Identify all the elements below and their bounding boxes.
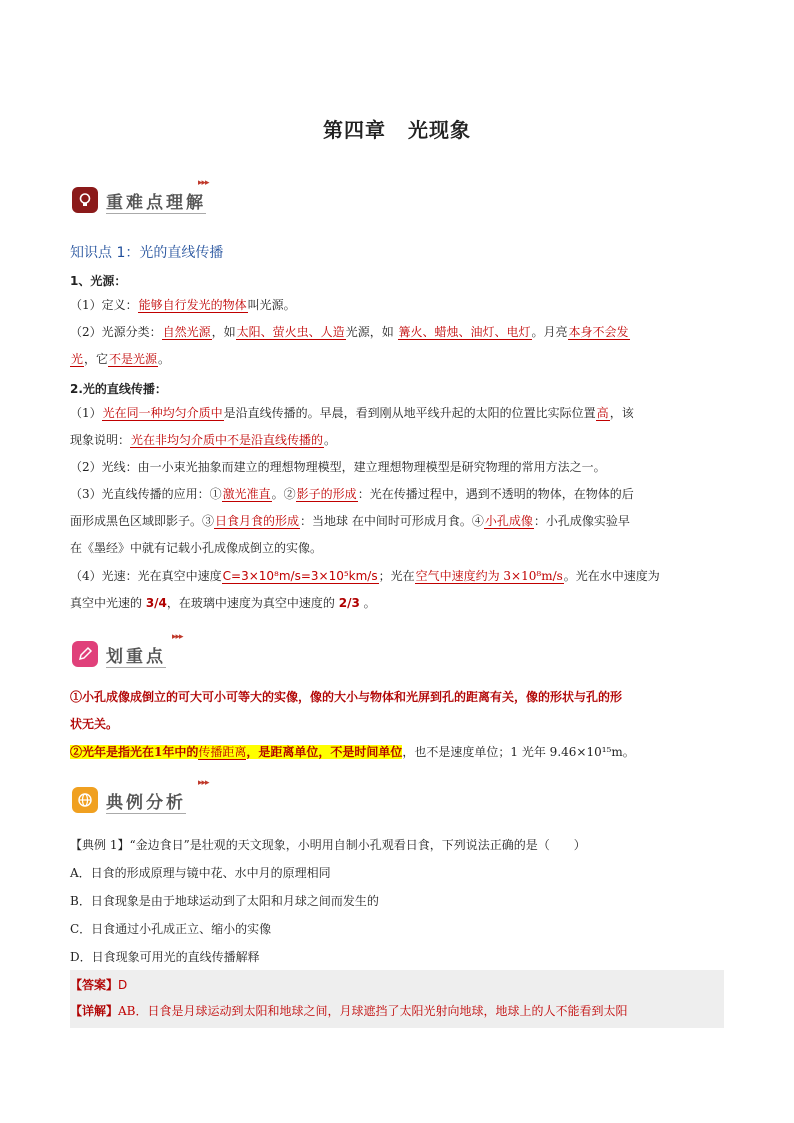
propagation-line [70, 406, 730, 420]
text: ，该 [609, 406, 634, 420]
text: （4）光速：光在真空中速度 [70, 569, 222, 583]
text: ：光在传播过程中，遇到不透明的物体，在物体的后 [357, 487, 634, 501]
fill-blank: 光在非均匀介质中不是沿直线传播的 [131, 433, 324, 447]
arrows-icon: ▸▸▸ [198, 178, 209, 188]
text: ：小孔成像实验早 [533, 514, 630, 528]
text: 年中的 [162, 745, 199, 759]
fill-blank: 光 [71, 352, 84, 366]
example-question: 【典例 1】“金边食日”是壮观的天文现象，小明用自制小孔观看日食，下列说法正确的是（ ） [70, 838, 586, 852]
fill-blank: 空气中速度约为 3×10⁸m/s [415, 569, 563, 583]
text: ，在玻璃中速度为真空中速度的 [166, 596, 339, 610]
fill-blank: 高 [596, 406, 609, 420]
classification-line [70, 325, 730, 339]
text: （1）定义： [70, 298, 138, 312]
speed-line [70, 569, 730, 583]
text: （1） [70, 406, 102, 420]
text: 是沿直线传播的。早晨，看到刚从地平线升起的太阳的位置比实际位置 [223, 406, 596, 420]
option-b: B．日食现象是由于地球运动到了太阳和月球之间而发生的 [70, 894, 379, 908]
text: ；光在 [378, 569, 415, 583]
text: （3）光直线传播的应用：① [70, 487, 222, 501]
fill-blank: 自然光源 [162, 325, 211, 339]
banner-highlights-label: 划重点 [106, 646, 166, 667]
detail-tag: 【详解】 [70, 1004, 119, 1018]
banner-highlights [72, 632, 183, 674]
value: 2/3 [338, 596, 360, 610]
knowledge-point-heading: 知识点 1：光的直线传播 [70, 245, 224, 261]
banner-examples [72, 778, 209, 820]
text: ，也不是速度单位；1 光年 9.46×10¹⁵m。 [402, 745, 635, 759]
text: ，是距离单位，不是时间单位 [246, 745, 403, 759]
fill-blank: 篝火、蜡烛、油灯、电灯 [398, 325, 531, 339]
classification-line-2 [70, 352, 730, 366]
text: 真空中光速的 [70, 596, 146, 610]
fill-blank: 太阳、萤火虫、人造 [236, 325, 345, 339]
page-title [0, 114, 794, 143]
detail-line [70, 1004, 730, 1018]
detail-text: AB．日食是月球运动到太阳和地球之间，月球遮挡了太阳光射向地球，地球上的人不能看到太阳 [118, 1004, 628, 1018]
text: 。 [158, 352, 171, 366]
applications-line-3: 在《墨经》中就有记载小孔成像成倒立的实像。 [70, 541, 323, 555]
text: 叫光源。 [247, 298, 296, 312]
text: 。月亮 [531, 325, 568, 339]
text: ，如 [211, 325, 236, 339]
banner-key-points-label: 重难点理解 [106, 192, 206, 213]
applications-line [70, 487, 730, 501]
fill-blank: 本身不会发 [568, 325, 629, 339]
fill-blank: 激光准直 [222, 487, 271, 501]
option-a: A．日食的形成原理与镜中花、水中月的原理相同 [70, 866, 331, 880]
arrows-icon: ▸▸▸ [172, 632, 183, 642]
text: 。 [324, 433, 337, 447]
value: 3/4 [145, 596, 167, 610]
option-c: C．日食通过小孔成正立、缩小的实像 [70, 922, 272, 936]
banner-examples-label: 典例分析 [106, 792, 186, 813]
banner-key-points [72, 178, 209, 220]
arrows-icon: ▸▸▸ [198, 778, 209, 788]
definition-line [70, 298, 730, 312]
lightbulb-icon [72, 187, 98, 213]
answer-value: D [118, 978, 128, 992]
answer-line [70, 978, 730, 992]
fill-blank: 日食月食的形成 [215, 514, 300, 528]
fill-blank: 影子的形成 [296, 487, 357, 501]
highlight-1: ①小孔成像成倒立的可大可小可等大的实像，像的大小与物体和光屏到孔的距离有关，像的形状与孔的形 [70, 690, 623, 704]
fill-blank: 能够自行发光的物体 [138, 298, 247, 312]
text: ：当地球 在中间时可形成月食。④ [300, 514, 484, 528]
text: （2）光源分类： [70, 325, 162, 339]
text: ②光年是指光在 [70, 745, 155, 759]
highlight-1-cont: 状无关。 [70, 717, 119, 731]
option-d: D．日食现象可用光的直线传播解释 [70, 950, 260, 964]
text: 现象说明： [70, 433, 131, 447]
fill-blank: C=3×10⁸m/s=3×10⁵km/s [222, 569, 378, 583]
fill-blank: 不是光源 [109, 352, 158, 366]
text: ，它 [84, 352, 109, 366]
chapter-number: 第四章 [323, 118, 386, 142]
light-ray-line: （2）光线：由一小束光抽象而建立的理想物理模型，建立理想物理模型是研究物理的常用方法之一。 [70, 460, 606, 474]
section-straight-line: 2.光的直线传播： [70, 382, 167, 396]
applications-line-2 [70, 514, 730, 528]
text: 1 [154, 745, 163, 759]
section-light-source: 1、光源： [70, 274, 127, 288]
chapter-topic: 光现象 [408, 118, 471, 142]
text: 。光在水中速度为 [563, 569, 660, 583]
fill-blank: 小孔成像 [484, 514, 533, 528]
fill-blank: 光在同一种均匀介质中 [102, 406, 223, 420]
text: 面形成黑色区域即影子。③ [70, 514, 215, 528]
text: 光源，如 [345, 325, 398, 339]
highlight-2 [70, 745, 730, 759]
propagation-line-2 [70, 433, 730, 447]
pen-icon [72, 641, 98, 667]
text: 。 [359, 596, 376, 610]
speed-line-2 [70, 596, 730, 610]
globe-icon [72, 787, 98, 813]
text: 传播距离 [198, 745, 247, 759]
text: 。② [271, 487, 296, 501]
answer-tag: 【答案】 [70, 978, 119, 992]
